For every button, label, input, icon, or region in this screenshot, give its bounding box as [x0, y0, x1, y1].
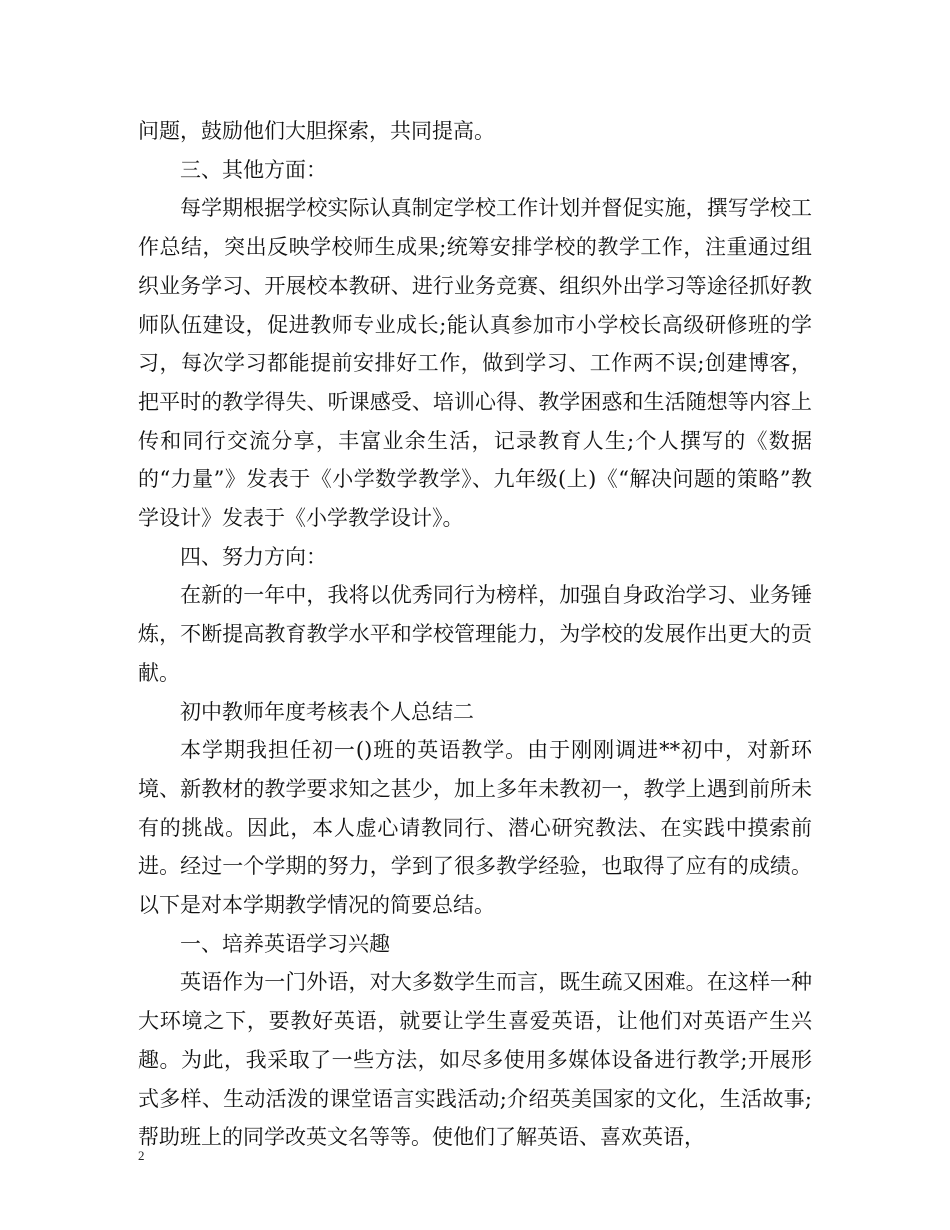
body-text — [138, 112, 812, 1157]
paragraph: 问题，鼓励他们大胆探索，共同提高。 — [138, 119, 495, 143]
section-heading: 四、努力方向： — [180, 544, 327, 569]
paragraph: 本学期我担任初一()班的英语教学。由于刚刚调进**初中，对新环境、新教材的教学要求知之甚少，加上多年未教初一，教学上遇到前所未有的挑战。因此，本人虚心请教同行、潜心研究教法、在实践中摸索前进。经过一个学期的努力，学到了很多教学经验，也取得了应有的成绩。以下是对本学期教学情况的简要总结。 — [138, 738, 812, 918]
section-heading: 三、其他方面： — [180, 157, 327, 182]
page-number: 2 — [138, 1148, 145, 1163]
section-heading: 一、培养英语学习兴趣 — [180, 931, 390, 956]
paragraph: 英语作为一门外语，对大多数学生而言，既生疏又困难。在这样一种大环境之下，要教好英语，就要让学生喜爱英语，让他们对英语产生兴趣。为此，我采取了一些方法，如尽多使用多媒体设备进行教学;开展形式多样、生动活泼的课堂语言实践活动;介绍英美国家的文化，生活故事;帮助班上的同学改英文名等等。使他们了解英语、喜欢英语， — [138, 970, 812, 1150]
document-subtitle: 初中教师年度考核表个人总结二 — [180, 699, 474, 724]
paragraph: 在新的一年中，我将以优秀同行为榜样，加强自身政治学习、业务锤炼，不断提高教育教学水平和学校管理能力，为学校的发展作出更大的贡献。 — [138, 583, 812, 685]
paragraph: 每学期根据学校实际认真制定学校工作计划并督促实施，撰写学校工作总结，突出反映学校师生成果;统筹安排学校的教学工作，注重通过组织业务学习、开展校本教研、进行业务竞赛、组织外出学习等途径抓好教师队伍建设，促进教师专业成长;能认真参加市小学校长高级研修班的学习，每次学习都能提前安排好工作，做到学习、工作两不误;创建博客，把平时的教学得失、听课感受、培训心得、教学困惑和生活随想等内容上传和同行交流分享，丰富业余生活，记录教育人生;个人撰写的《数据的“力量”》发表于《小学数学教学》、九年级(上)《“解决问题的策略”教学设计》发表于《小学教学设计》。 — [138, 196, 812, 531]
